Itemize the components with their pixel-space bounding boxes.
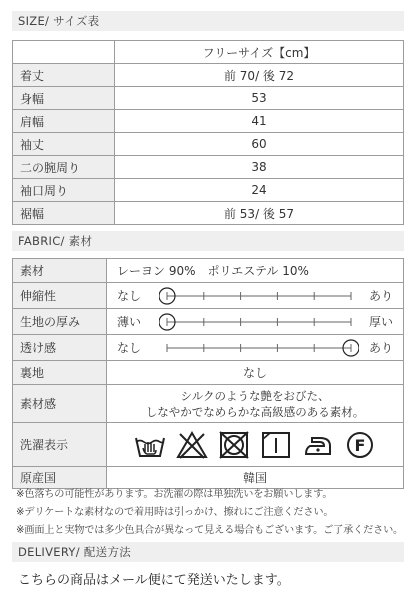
table-row [13,110,404,133]
care-icons [107,423,404,467]
level-scale [159,337,359,359]
size-corner-cell [13,41,115,64]
size-value: 53 [115,87,404,110]
size-value: 60 [115,133,404,156]
size-label: 肩幅 [13,110,115,133]
care-label: 洗濯表示 [13,423,107,467]
size-label: 袖丈 [13,133,115,156]
no-bleach-icon [176,430,208,460]
size-value: 前 70/ 後 72 [115,64,404,87]
table-row [13,385,404,423]
size-value: 24 [115,179,404,202]
table-row [13,87,404,110]
scale-right-label: あり [368,341,393,355]
scale-left-label: なし [117,341,142,355]
size-value: 41 [115,110,404,133]
material-value: レーヨン 90% ポリエステル 10% [107,259,404,283]
material-label: 素材 [13,259,107,283]
stretch-scale [107,283,404,309]
thickness-label: 生地の厚み [13,309,107,335]
fabric-section-header: FABRIC/ 素材 [12,231,404,251]
size-value: 前 53/ 後 57 [115,202,404,225]
line-dry-icon [260,430,292,460]
table-row [13,335,404,361]
table-row [13,64,404,87]
table-row [13,283,404,309]
fabric-table [12,258,404,489]
hand-wash-icon [134,430,166,460]
size-table [12,40,404,225]
origin-value: 韓国 [107,467,404,489]
texture-line: シルクのような艶をおびた、 [180,388,330,403]
delivery-text: こちらの商品はメール便にて発送いたします。 [18,573,290,588]
table-row [13,179,404,202]
table-row [13,202,404,225]
stretch-label: 伸縮性 [13,283,107,309]
scale-left-label: なし [117,289,142,303]
origin-label: 原産国 [13,467,107,489]
level-scale [159,285,359,307]
table-row [13,41,404,64]
size-value: 38 [115,156,404,179]
table-row [13,361,404,385]
texture-line: しなやかでなめらかな高級感のある素材。 [145,404,365,419]
size-label: 身幅 [13,87,115,110]
transparency-label: 透け感 [13,335,107,361]
lining-label: 裏地 [13,361,107,385]
no-tumble-dry-icon [218,430,250,460]
low-iron-icon [302,430,334,460]
size-section-header: SIZE/ サイズ表 [12,11,404,31]
svg-text:F: F [354,435,366,455]
texture-value [107,385,404,423]
table-row [13,259,404,283]
note-text: ※画面上と実物では多少色具合が異なって見える場合もございます。ご了承ください。 [16,525,404,536]
size-label: 着丈 [13,64,115,87]
level-scale [159,311,359,333]
scale-right-label: 厚い [368,315,393,329]
delivery-section-header: DELIVERY/ 配送方法 [12,542,404,562]
note-text: ※色落ちの可能性があります。お洗濯の際は単独洗いをお願いします。 [16,489,333,500]
size-label: 二の腕周り [13,156,115,179]
transparency-scale [107,335,404,361]
note-text: ※デリケートな素材なので着用時は引っかけ、擦れにご注意ください。 [16,507,334,518]
size-column-header: フリーサイズ【cm】 [115,41,404,64]
table-row [13,309,404,335]
size-label: 裾幅 [13,202,115,225]
table-row [13,156,404,179]
dry-clean-f-icon [344,430,376,460]
table-row [13,423,404,467]
lining-value: なし [107,361,404,385]
thickness-scale [107,309,404,335]
table-row [13,133,404,156]
scale-right-label: あり [368,289,393,303]
size-label: 袖口周り [13,179,115,202]
scale-left-label: 薄い [117,315,142,329]
texture-label: 素材感 [13,385,107,423]
